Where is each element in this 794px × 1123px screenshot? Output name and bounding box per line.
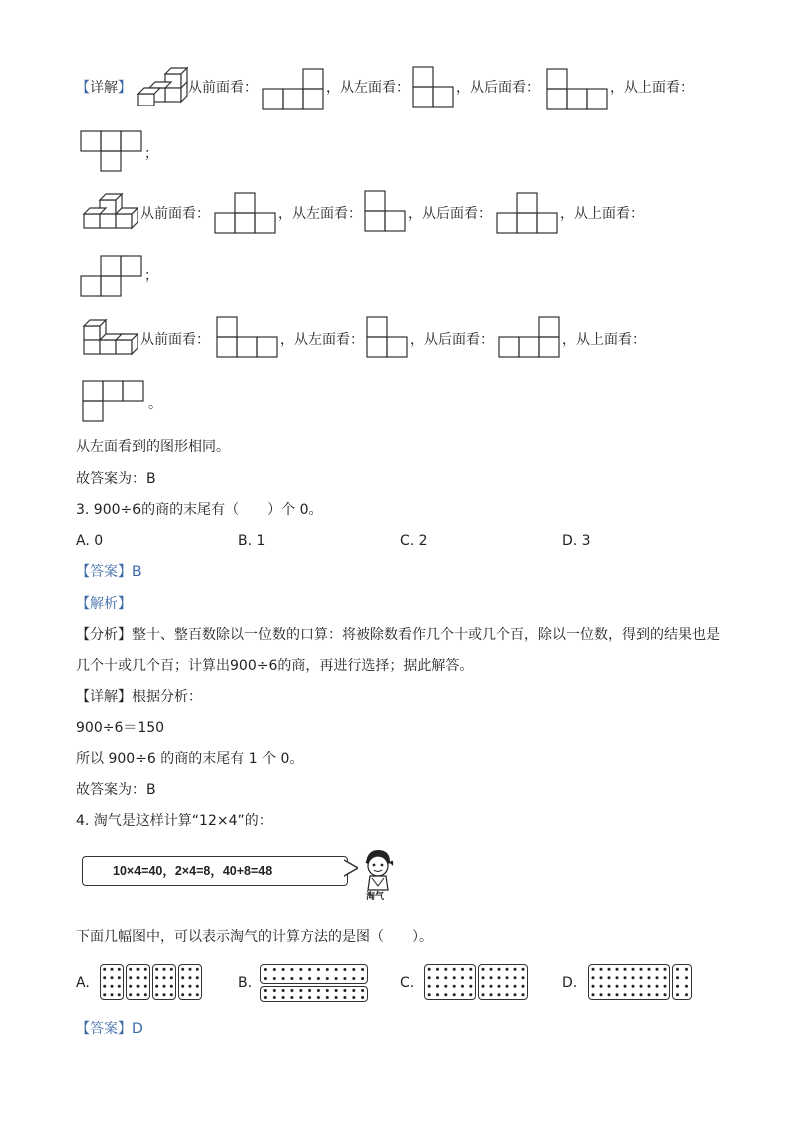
dot (648, 976, 651, 979)
cube-figure-1 (134, 66, 188, 106)
dot (111, 993, 114, 996)
q3-analysis-line2: 几个十或几个百；计算出900÷6的商，再进行选择；据此解答。 (76, 658, 474, 674)
cube-figure-2 (80, 192, 138, 232)
dot-block (100, 964, 124, 1000)
dot (436, 976, 439, 979)
view-back-2 (496, 192, 558, 234)
dot (137, 976, 140, 979)
view-back-1 (546, 68, 608, 110)
dot (608, 985, 611, 988)
dot (144, 976, 147, 979)
q3-option-d: D. 3 (562, 533, 591, 549)
dot (326, 968, 329, 971)
dot (170, 985, 173, 988)
dot (656, 976, 659, 979)
dot (676, 985, 679, 988)
dot (273, 989, 276, 992)
dot (616, 968, 619, 971)
dot (189, 968, 192, 971)
dot (436, 968, 439, 971)
view-top-3 (82, 380, 144, 422)
dot (326, 977, 329, 980)
dot (608, 993, 611, 996)
dot-block (478, 964, 528, 1000)
dot (170, 993, 173, 996)
dot (196, 985, 199, 988)
dot (137, 968, 140, 971)
view-top-1 (80, 130, 142, 172)
dot (522, 985, 525, 988)
dot (444, 985, 447, 988)
view-front-1 (262, 68, 324, 110)
dot (343, 996, 346, 999)
dot (600, 968, 603, 971)
dot (343, 989, 346, 992)
dot (181, 968, 184, 971)
dot (656, 968, 659, 971)
dot (632, 993, 635, 996)
dot (461, 968, 464, 971)
dot (144, 993, 147, 996)
dot (514, 985, 517, 988)
dot (317, 996, 320, 999)
label-front-1: 从前面看： (188, 80, 258, 96)
dot (608, 968, 611, 971)
dot (361, 989, 364, 992)
label-front-2: 从前面看： (140, 206, 210, 222)
dot (299, 996, 302, 999)
dot (170, 976, 173, 979)
dot-block (672, 964, 692, 1000)
dot (282, 996, 285, 999)
dot (335, 989, 338, 992)
view-left-3 (366, 316, 408, 358)
dot (273, 977, 276, 980)
label-left-3: ，从左面看： (280, 332, 364, 348)
dot (428, 985, 431, 988)
dot (498, 985, 501, 988)
dot (436, 993, 439, 996)
label-back-1: ，从后面看： (456, 80, 540, 96)
dot (352, 996, 355, 999)
q3-title: 3. 900÷6的商的末尾有（ ）个 0。 (76, 502, 323, 518)
dot (137, 993, 140, 996)
dot (335, 996, 338, 999)
dot (196, 968, 199, 971)
dot (482, 993, 485, 996)
dot (137, 985, 140, 988)
dot (592, 985, 595, 988)
dot (640, 976, 643, 979)
q4-option-a-label: A. (76, 975, 90, 991)
dot (624, 985, 627, 988)
dot (592, 993, 595, 996)
answer-text-1: 故答案为：B (76, 471, 156, 487)
semicolon-1: ； (144, 146, 158, 162)
speech-bubble (82, 856, 348, 886)
dot (144, 968, 147, 971)
dot (600, 985, 603, 988)
dot (461, 993, 464, 996)
kid-label: 淘气 (366, 892, 385, 902)
label-top-2: ，从上面看： (560, 206, 644, 222)
view-top-2 (80, 255, 142, 297)
dot (352, 977, 355, 980)
dot (155, 985, 158, 988)
dot (490, 968, 493, 971)
dot (343, 968, 346, 971)
dot (461, 985, 464, 988)
dot (506, 985, 509, 988)
dot (189, 976, 192, 979)
dot (444, 976, 447, 979)
q4-title: 4. 淘气是这样计算“12×4”的： (76, 813, 273, 829)
q4-option-b-label: B. (238, 975, 253, 991)
dot (632, 976, 635, 979)
dot (640, 985, 643, 988)
dot (469, 976, 472, 979)
q3-option-b: B. 1 (238, 533, 266, 549)
dot (436, 985, 439, 988)
dot-block (588, 964, 670, 1000)
dot (361, 968, 364, 971)
dot (308, 977, 311, 980)
dot (111, 976, 114, 979)
view-left-2 (364, 190, 406, 232)
dot (144, 985, 147, 988)
dot (196, 993, 199, 996)
dot (118, 976, 121, 979)
dot (522, 976, 525, 979)
dot (676, 968, 679, 971)
dot (189, 993, 192, 996)
dot (361, 996, 364, 999)
dot (317, 989, 320, 992)
dot (624, 993, 627, 996)
dot (181, 985, 184, 988)
dot (444, 968, 447, 971)
q4-answer: 【答案】D (76, 1021, 143, 1037)
dot-block (126, 964, 150, 1000)
dot (444, 993, 447, 996)
dot (290, 996, 293, 999)
label-left-2: ，从左面看： (278, 206, 362, 222)
dot (264, 989, 267, 992)
speech-text: 10×4=40，2×4=8，40+8=48 (113, 864, 273, 878)
dot (685, 993, 688, 996)
dot (118, 985, 121, 988)
dot (155, 976, 158, 979)
dot (428, 968, 431, 971)
label-back-3: ，从后面看： (410, 332, 494, 348)
dot (352, 968, 355, 971)
dot (498, 993, 501, 996)
dot (129, 976, 132, 979)
dot (428, 976, 431, 979)
dot (506, 993, 509, 996)
dot (273, 996, 276, 999)
dot (181, 976, 184, 979)
dot (103, 968, 106, 971)
q3-calc: 900÷6＝150 (76, 720, 165, 736)
dot (482, 976, 485, 979)
dot (299, 977, 302, 980)
dot (361, 977, 364, 980)
dot (282, 989, 285, 992)
dot (482, 968, 485, 971)
dot-block (152, 964, 176, 1000)
dot (592, 976, 595, 979)
dot (514, 993, 517, 996)
q3-analysis-line1: 【分析】整十、整百数除以一位数的口算：将被除数看作几个十或几个百，除以一位数，得到的结果也是 (76, 627, 720, 643)
dot (490, 993, 493, 996)
dot (163, 968, 166, 971)
dot (514, 968, 517, 971)
dot (343, 977, 346, 980)
dot (506, 976, 509, 979)
dot (664, 993, 667, 996)
dot (656, 985, 659, 988)
q4-option-d-label: D. (562, 975, 578, 991)
view-back-3 (498, 316, 560, 358)
dot (453, 976, 456, 979)
dot (282, 977, 285, 980)
dot (664, 976, 667, 979)
dot (118, 993, 121, 996)
label-top-3: ，从上面看： (562, 332, 646, 348)
dot (608, 976, 611, 979)
dot (282, 968, 285, 971)
dot (163, 985, 166, 988)
dot (111, 985, 114, 988)
dot (103, 976, 106, 979)
dot (522, 968, 525, 971)
dot (648, 993, 651, 996)
dot (335, 968, 338, 971)
label-left-1: ，从左面看： (326, 80, 410, 96)
dot (155, 968, 158, 971)
dot (352, 989, 355, 992)
dot (163, 976, 166, 979)
dot (490, 985, 493, 988)
dot (111, 968, 114, 971)
dot (317, 977, 320, 980)
dot (514, 976, 517, 979)
dot (616, 976, 619, 979)
dot (299, 989, 302, 992)
dot (118, 968, 121, 971)
dot (453, 968, 456, 971)
dot (453, 993, 456, 996)
dot (632, 985, 635, 988)
dot (664, 985, 667, 988)
q3-detail: 【详解】根据分析： (76, 689, 202, 705)
q3-final: 故答案为：B (76, 782, 156, 798)
dot (290, 968, 293, 971)
dot (181, 993, 184, 996)
dot (129, 985, 132, 988)
dot (522, 993, 525, 996)
dot (624, 968, 627, 971)
dot (482, 985, 485, 988)
dot (648, 968, 651, 971)
dot (326, 996, 329, 999)
dot (273, 968, 276, 971)
dot (264, 977, 267, 980)
dot (624, 976, 627, 979)
dot (129, 968, 132, 971)
dot (308, 996, 311, 999)
q4-question: 下面几幅图中，可以表示淘气的计算方法的是图（ ）。 (76, 929, 433, 945)
dot (490, 976, 493, 979)
q3-analysis-tag: 【解析】 (76, 596, 132, 612)
dot (640, 993, 643, 996)
dot (290, 989, 293, 992)
q4-option-c-label: C. (400, 975, 415, 991)
dot (290, 977, 293, 980)
dot (103, 993, 106, 996)
dot (676, 976, 679, 979)
dot (600, 993, 603, 996)
dot (498, 968, 501, 971)
dot (664, 968, 667, 971)
dot (163, 993, 166, 996)
dot (264, 996, 267, 999)
dot-block (260, 986, 368, 1002)
dot (685, 976, 688, 979)
period-3: 。 (148, 396, 162, 412)
dot (196, 976, 199, 979)
view-front-2 (214, 192, 276, 234)
view-left-1 (412, 66, 454, 108)
dot (308, 989, 311, 992)
dot (129, 993, 132, 996)
q3-answer: 【答案】B (76, 564, 142, 580)
dot (498, 976, 501, 979)
dot (308, 968, 311, 971)
dot (155, 993, 158, 996)
dot (640, 968, 643, 971)
dot (676, 993, 679, 996)
detail-tag: 【详解】 (76, 80, 132, 96)
q3-option-a: A. 0 (76, 533, 104, 549)
dot (656, 993, 659, 996)
dot (648, 985, 651, 988)
dot (428, 993, 431, 996)
label-top-1: ，从上面看： (610, 80, 694, 96)
dot (616, 985, 619, 988)
label-front-3: 从前面看： (140, 332, 210, 348)
dot (685, 985, 688, 988)
label-back-2: ，从后面看： (408, 206, 492, 222)
dot (616, 993, 619, 996)
dot (453, 985, 456, 988)
q3-option-c: C. 2 (400, 533, 428, 549)
dot (317, 968, 320, 971)
semicolon-2: ； (144, 268, 158, 284)
dot (335, 977, 338, 980)
dot-block (178, 964, 202, 1000)
dot (469, 968, 472, 971)
dot (600, 976, 603, 979)
dot (264, 968, 267, 971)
dot (469, 993, 472, 996)
cube-figure-3 (80, 318, 138, 358)
dot (326, 989, 329, 992)
dot (685, 968, 688, 971)
speech-tail (344, 858, 358, 878)
q3-conclusion: 所以 900÷6 的商的末尾有 1 个 0。 (76, 751, 304, 767)
dot (506, 968, 509, 971)
dot (170, 968, 173, 971)
dot (461, 976, 464, 979)
view-front-3 (216, 316, 278, 358)
dot (632, 968, 635, 971)
dot (469, 985, 472, 988)
dot-block (260, 964, 368, 984)
same-left-text: 从左面看到的图形相同。 (76, 439, 230, 455)
dot (299, 968, 302, 971)
dot (189, 985, 192, 988)
dot (592, 968, 595, 971)
dot (103, 985, 106, 988)
dot-block (424, 964, 476, 1000)
